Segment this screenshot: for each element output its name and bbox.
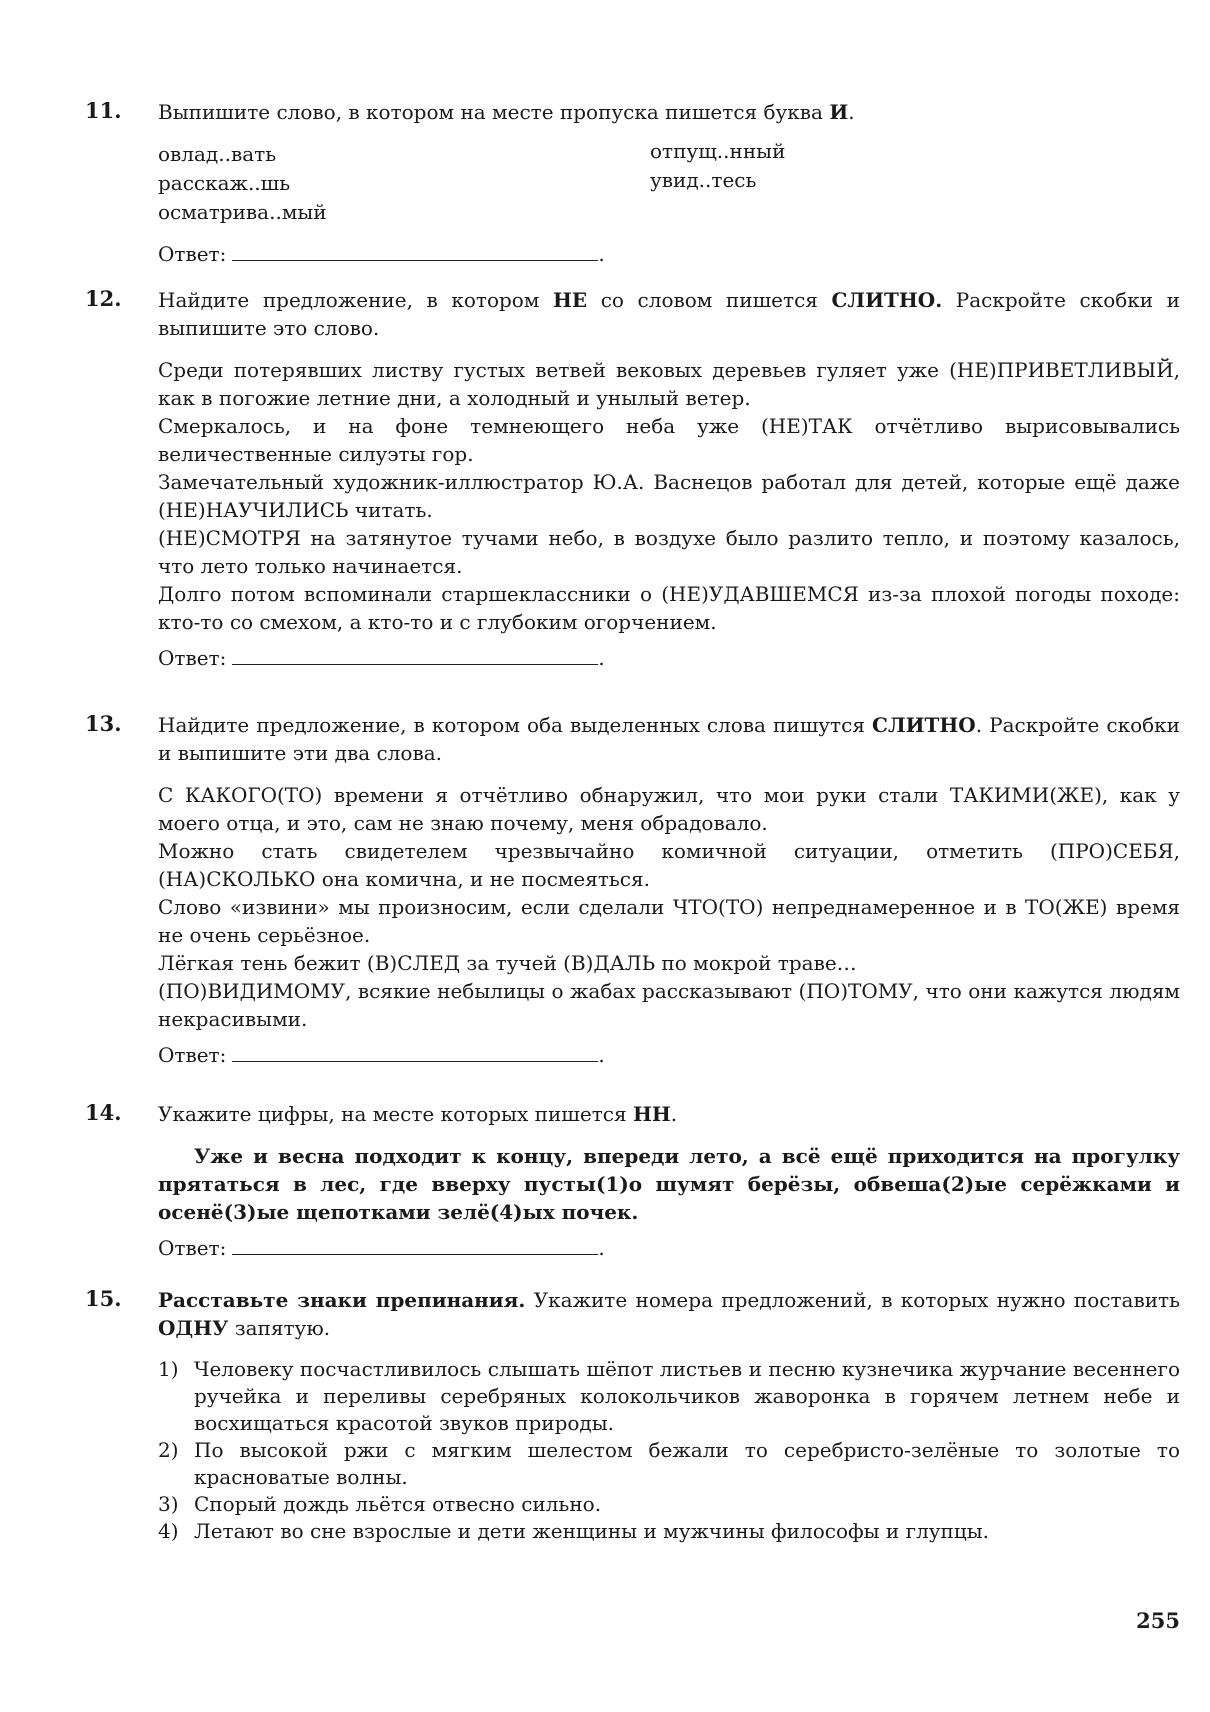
sentence: Смеркалось, и на фоне темнеющего неба уже (НЕ)ТАК отчётливо вырисовывались величественные силуэты гор. [158,414,1180,466]
answer-line [232,1041,598,1062]
option: отпущ..нный [650,139,786,163]
list-item [158,1437,1180,1491]
task-text: Уже и весна подходит к концу, впереди лето, а всё ещё приходится на прогулку прятаться в лес, где вверху пусты(1)о шумят берёзы, обвеша(2)ые серёжками и осенё(3)ые щепотками зелё(4)ых почек. [158,1144,1180,1224]
sentences [158,781,1180,1033]
options-list [158,140,1180,232]
task-body [158,286,1180,672]
answer-field: Ответ: . [158,646,605,670]
task-prompt: Расставьте знаки препинания. Укажите номера предложений, в которых нужно поставить ОДНУ запятую. [158,1288,1180,1340]
sentence: Замечательный художник-иллюстратор Ю.А. Васнецов работал для детей, которые ещё даже (НЕ)НАУЧИЛИСЬ читать. [158,470,1180,522]
task-number: 12. [85,286,122,311]
task-body [158,1100,1180,1262]
answer-line [232,644,598,665]
item-text: Спорый дождь льётся отвесно сильно. [194,1492,602,1516]
page-number: 255 [1136,1608,1180,1633]
option: овлад..вать [158,142,277,166]
item-text: Летают во сне взрослые и дети женщины и мужчины философы и глупцы. [194,1519,990,1543]
item-text: Человеку посчастливилось слышать шёпот листьев и песню кузнечика журчание весеннего ручейка и переливы серебряных колокольчиков жаворонка в горячем летнем небе и восхищаться красотой звуков природы. [194,1357,1180,1435]
task-prompt: Выпишите слово, в котором на месте пропуска пишется буква И. [158,100,855,124]
task-prompt: Укажите цифры, на месте которых пишется НН. [158,1102,678,1126]
sentence: Долго потом вспоминали старшеклассники о (НЕ)УДАВШЕМСЯ из-за плохой погоды походе: кто-то со смехом, а кто-то и с глубоким огорчением. [158,582,1180,634]
task-body [158,98,1180,268]
sentences [158,356,1180,636]
list-item [158,1356,1180,1437]
task-body [158,1286,1180,1545]
answer-label: Ответ: [158,1236,227,1260]
sentence: (ПО)ВИДИМОМУ, всякие небылицы о жабах рассказывают (ПО)ТОМУ, что они кажутся людям некрасивыми. [158,979,1180,1031]
answer-label: Ответ: [158,242,227,266]
item-number: 1) [158,1357,179,1381]
task-body [158,711,1180,1069]
answer-field: Ответ: . [158,242,605,266]
sentence: Можно стать свидетелем чрезвычайно комичной ситуации, отметить (ПРО)СЕБЯ, (НА)СКОЛЬКО она комична, и не посмеяться. [158,839,1180,891]
sentence: (НЕ)СМОТРЯ на затянутое тучами небо, в воздухе было разлито тепло, и поэтому казалось, что лето только начинается. [158,526,1180,578]
sentence: С КАКОГО(ТО) времени я отчётливо обнаружил, что мои руки стали ТАКИМИ(ЖЕ), как у моего отца, и это, сам не знаю почему, меня обрадовало. [158,783,1180,835]
item-text: По высокой ржи с мягким шелестом бежали то серебристо-зелёные то золотые то красноватые волны. [194,1438,1180,1489]
sentence: Лёгкая тень бежит (В)СЛЕД за тучей (В)ДАЛЬ по мокрой траве… [158,951,857,975]
item-number: 4) [158,1519,179,1543]
answer-field: Ответ: . [158,1236,605,1260]
answer-line [232,240,598,261]
answer-line [232,1234,598,1255]
task-number: 14. [85,1100,122,1125]
task-number: 13. [85,711,122,736]
option: увид..тесь [650,168,757,192]
task-number: 15. [85,1286,122,1311]
answer-label: Ответ: [158,646,227,670]
option: осматрива..мый [158,200,327,224]
list-item [158,1518,1180,1545]
item-number: 3) [158,1492,179,1516]
task-number: 11. [85,98,122,123]
sentence: Слово «извини» мы произносим, если сделали ЧТО(ТО) непреднамеренное и в ТО(ЖЕ) время не очень серьёзное. [158,895,1180,947]
task-prompt: Найдите предложение, в котором НЕ со словом пишется СЛИТНО. Раскройте скобки и выпишите это слово. [158,288,1181,340]
option: расскаж..шь [158,171,291,195]
list-item [158,1491,1180,1518]
answer-field: Ответ: . [158,1043,605,1067]
item-number: 2) [158,1438,179,1462]
answer-label: Ответ: [158,1043,227,1067]
task-prompt: Найдите предложение, в котором оба выделенных слова пишутся СЛИТНО. Раскройте скобки и выпишите эти два слова. [158,713,1181,765]
sentence: Среди потерявших листву густых ветвей вековых деревьев гуляет уже (НЕ)ПРИВЕТЛИВЫЙ, как в погожие летние дни, а холодный и унылый ветер. [158,358,1180,410]
numbered-list [158,1356,1180,1545]
